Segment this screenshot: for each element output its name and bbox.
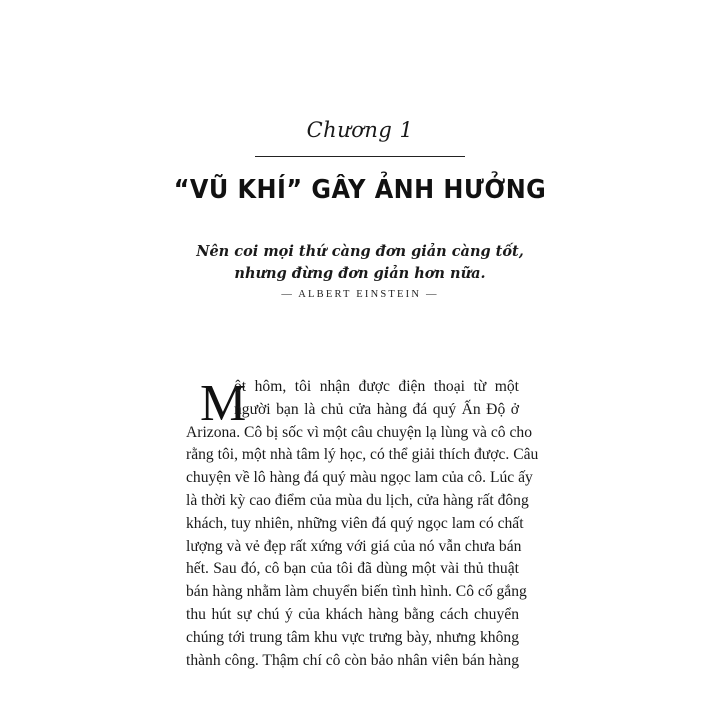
chapter-divider — [255, 156, 465, 157]
epigraph-line: Nên coi mọi thứ càng đơn giản càng tốt, — [196, 243, 524, 260]
body-line: chuyện về lô hàng đá quý màu ngọc lam của cô. Lúc ấy — [186, 469, 533, 487]
body-paragraph — [186, 376, 539, 672]
body-line: hết. Sau đó, cô bạn của tôi đã dùng một vài thủ thuật — [186, 560, 519, 578]
chapter-title: “VŨ KHÍ” GÂY ẢNH HƯỞNG — [173, 175, 547, 205]
body-line: chúng tới trung tâm khu vực trưng bày, nhưng không — [186, 628, 519, 646]
epigraph-attribution: — ALBERT EINSTEIN — — [281, 289, 439, 300]
body-line: ột hôm, tôi nhận được điện thoại từ một — [234, 378, 519, 395]
chapter-label: Chương 1 — [306, 118, 414, 142]
body-line: rằng tôi, một nhà tâm lý học, có thể giải thích được. Câu — [186, 446, 539, 464]
body-line: khách, tuy nhiên, những viên đá quý ngọc lam có chất — [186, 514, 524, 532]
body-line: Arizona. Cô bị sốc vì một câu chuyện lạ lùng và cô cho — [186, 423, 533, 441]
body-line: người bạn là chủ cửa hàng đá quý Ấn Độ ở — [234, 400, 519, 418]
body-line: bán hàng nhằm làm chuyển biến tình hình. Cô cố gắng — [186, 583, 527, 601]
body-line: thu hút sự chú ý của khách hàng bằng cách chuyển — [186, 605, 519, 623]
epigraph-line: nhưng đừng đơn giản hơn nữa. — [234, 265, 486, 282]
body-line: lượng và vẻ đẹp rất xứng với giá của nó vẫn chưa bán — [186, 537, 522, 555]
body-line: thành công. Thậm chí cô còn bảo nhân viên bán hàng — [186, 651, 519, 669]
drop-cap: M — [200, 375, 247, 432]
body-line: là thời kỳ cao điểm của mùa du lịch, cửa hàng rất đông — [186, 491, 529, 509]
epigraph-quote — [0, 241, 720, 285]
